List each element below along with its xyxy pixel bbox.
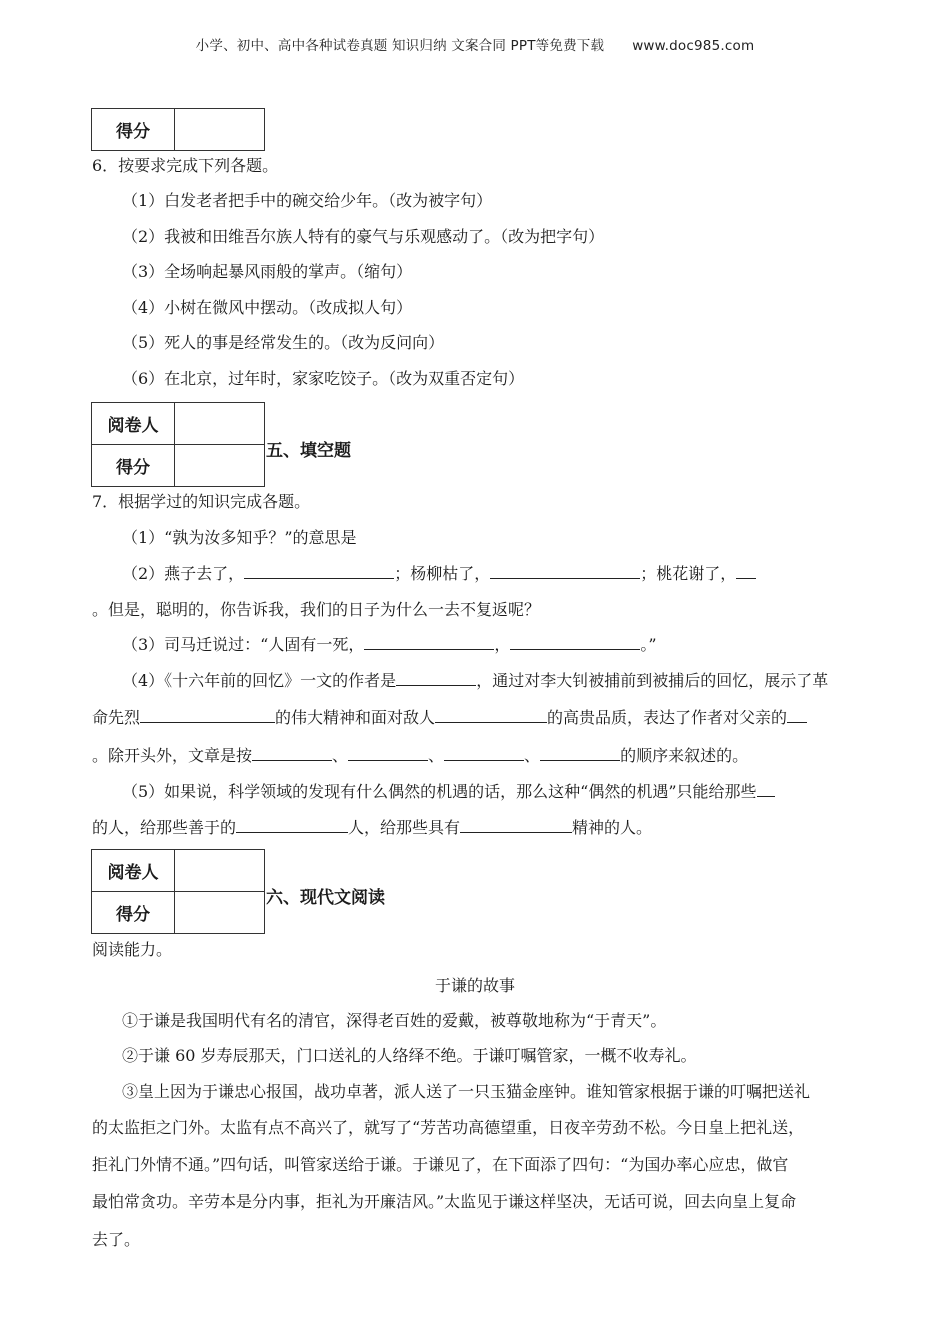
- score-box: [91, 108, 265, 151]
- score-label: 得分: [92, 445, 175, 487]
- q6-item-4: （4）小树在微风中摆动。（改成拟人句）: [122, 298, 413, 317]
- reading-line-7: 去了。: [92, 1230, 141, 1249]
- reading-title: 于谦的故事: [434, 976, 515, 995]
- reading-line-4: 的太监拒之门外。太监有点不高兴了，就写了“芳苦功高德望重，日夜辛劳劲不松。今日皇上把礼送，: [92, 1118, 805, 1137]
- reading-intro: 阅读能力。: [92, 940, 173, 959]
- section6-score-box: [91, 849, 265, 934]
- blank[interactable]: [140, 707, 275, 723]
- q7-part4-line1: （4）《十六年前的回忆》一文的作者是 ，通过对李大钊被捕前到被捕后的回忆，展示了革: [122, 671, 829, 690]
- blank[interactable]: [236, 817, 348, 833]
- blank[interactable]: [736, 563, 756, 579]
- reviewer-input-cell[interactable]: [175, 403, 265, 445]
- section5-score-box: [91, 402, 265, 487]
- q7-part1: （1）“孰为汝多知乎？”的意思是: [122, 528, 357, 547]
- section5-title: 五、填空题: [266, 441, 351, 461]
- page-header: [0, 34, 950, 54]
- blank[interactable]: [510, 634, 640, 650]
- q6-item-6: （6）在北京，过年时，家家吃饺子。（改为双重否定句）: [122, 369, 525, 388]
- q7-part3: （3）司马迁说过：“人固有一死， ， 。”: [122, 635, 657, 654]
- q6-item-3: （3）全场响起暴风雨般的掌声。（缩句）: [122, 262, 413, 281]
- q6-stem: 6．按要求完成下列各题。: [92, 156, 279, 175]
- reviewer-input-cell[interactable]: [175, 850, 265, 892]
- q7-part2-line2: 。但是，聪明的，你告诉我，我们的日子为什么一去不复返呢？: [92, 600, 541, 619]
- header-text: 小学、初中、高中各种试卷真题 知识归纳 文案合同 PPT等免费下载: [195, 38, 605, 54]
- blank[interactable]: [396, 670, 476, 686]
- reading-line-6: 最怕常贪功。辛劳本是分内事，拒礼为开廉洁风。”太监见于谦这样坚决，无话可说，回去向皇上复命: [92, 1192, 797, 1211]
- blank[interactable]: [787, 707, 807, 723]
- blank[interactable]: [364, 634, 494, 650]
- section6-title: 六、现代文阅读: [266, 888, 385, 908]
- reviewer-label: 阅卷人: [92, 850, 175, 892]
- reviewer-label: 阅卷人: [92, 403, 175, 445]
- score-label: 得分: [92, 892, 175, 934]
- blank[interactable]: [460, 817, 572, 833]
- score-input-cell[interactable]: [175, 109, 265, 151]
- q7-part4-line2: 命先烈 的伟大精神和面对敌人 的高贵品质，表达了作者对父亲的: [92, 707, 807, 729]
- q7-part5-line2: 的人，给那些善于的 人，给那些具有 精神的人。: [92, 818, 653, 837]
- blank[interactable]: [435, 707, 547, 723]
- blank[interactable]: [444, 745, 524, 761]
- reading-line-3: ③皇上因为于谦忠心报国，战功卓著，派人送了一只玉猫金座钟。谁知管家根据于谦的叮嘱把送礼: [122, 1082, 811, 1101]
- blank[interactable]: [490, 563, 640, 579]
- score-label: 得分: [92, 109, 175, 151]
- q6-item-5: （5）死人的事是经常发生的。（改为反问向）: [122, 333, 445, 352]
- blank[interactable]: [540, 745, 620, 761]
- blank[interactable]: [244, 563, 394, 579]
- reading-line-5: 拒礼门外情不通。”四句话，叫管家送给于谦。于谦见了，在下面添了四句：“为国办率心应忠，做官: [92, 1155, 789, 1174]
- q7-part5-line1: （5）如果说，科学领域的发现有什么偶然的机遇的话，那么这种“偶然的机遇”只能给那些: [122, 781, 775, 803]
- blank[interactable]: [252, 745, 332, 761]
- score-input-cell[interactable]: [175, 445, 265, 487]
- q7-part4-line3: 。除开头外，文章是按 、 、 、 的顺序来叙述的。: [92, 746, 749, 765]
- q7-part2-line1: （2）燕子去了， ；杨柳枯了， ；桃花谢了，: [122, 563, 756, 585]
- blank[interactable]: [757, 781, 775, 797]
- q7-stem: 7．根据学过的知识完成各题。: [92, 492, 311, 511]
- score-input-cell[interactable]: [175, 892, 265, 934]
- reading-line-2: ②于谦 60 岁寿辰那天，门口送礼的人络绎不绝。于谦叮嘱管家，一概不收寿礼。: [122, 1046, 697, 1065]
- q6-item-2: （2）我被和田维吾尔族人特有的豪气与乐观感动了。（改为把字句）: [122, 227, 605, 246]
- q6-item-1: （1）白发老者把手中的碗交给少年。（改为被字句）: [122, 191, 493, 210]
- blank[interactable]: [348, 745, 428, 761]
- header-url[interactable]: www.doc985.com: [632, 38, 755, 54]
- reading-line-1: ①于谦是我国明代有名的清官，深得老百姓的爱戴，被尊敬地称为“于青天”。: [122, 1011, 667, 1030]
